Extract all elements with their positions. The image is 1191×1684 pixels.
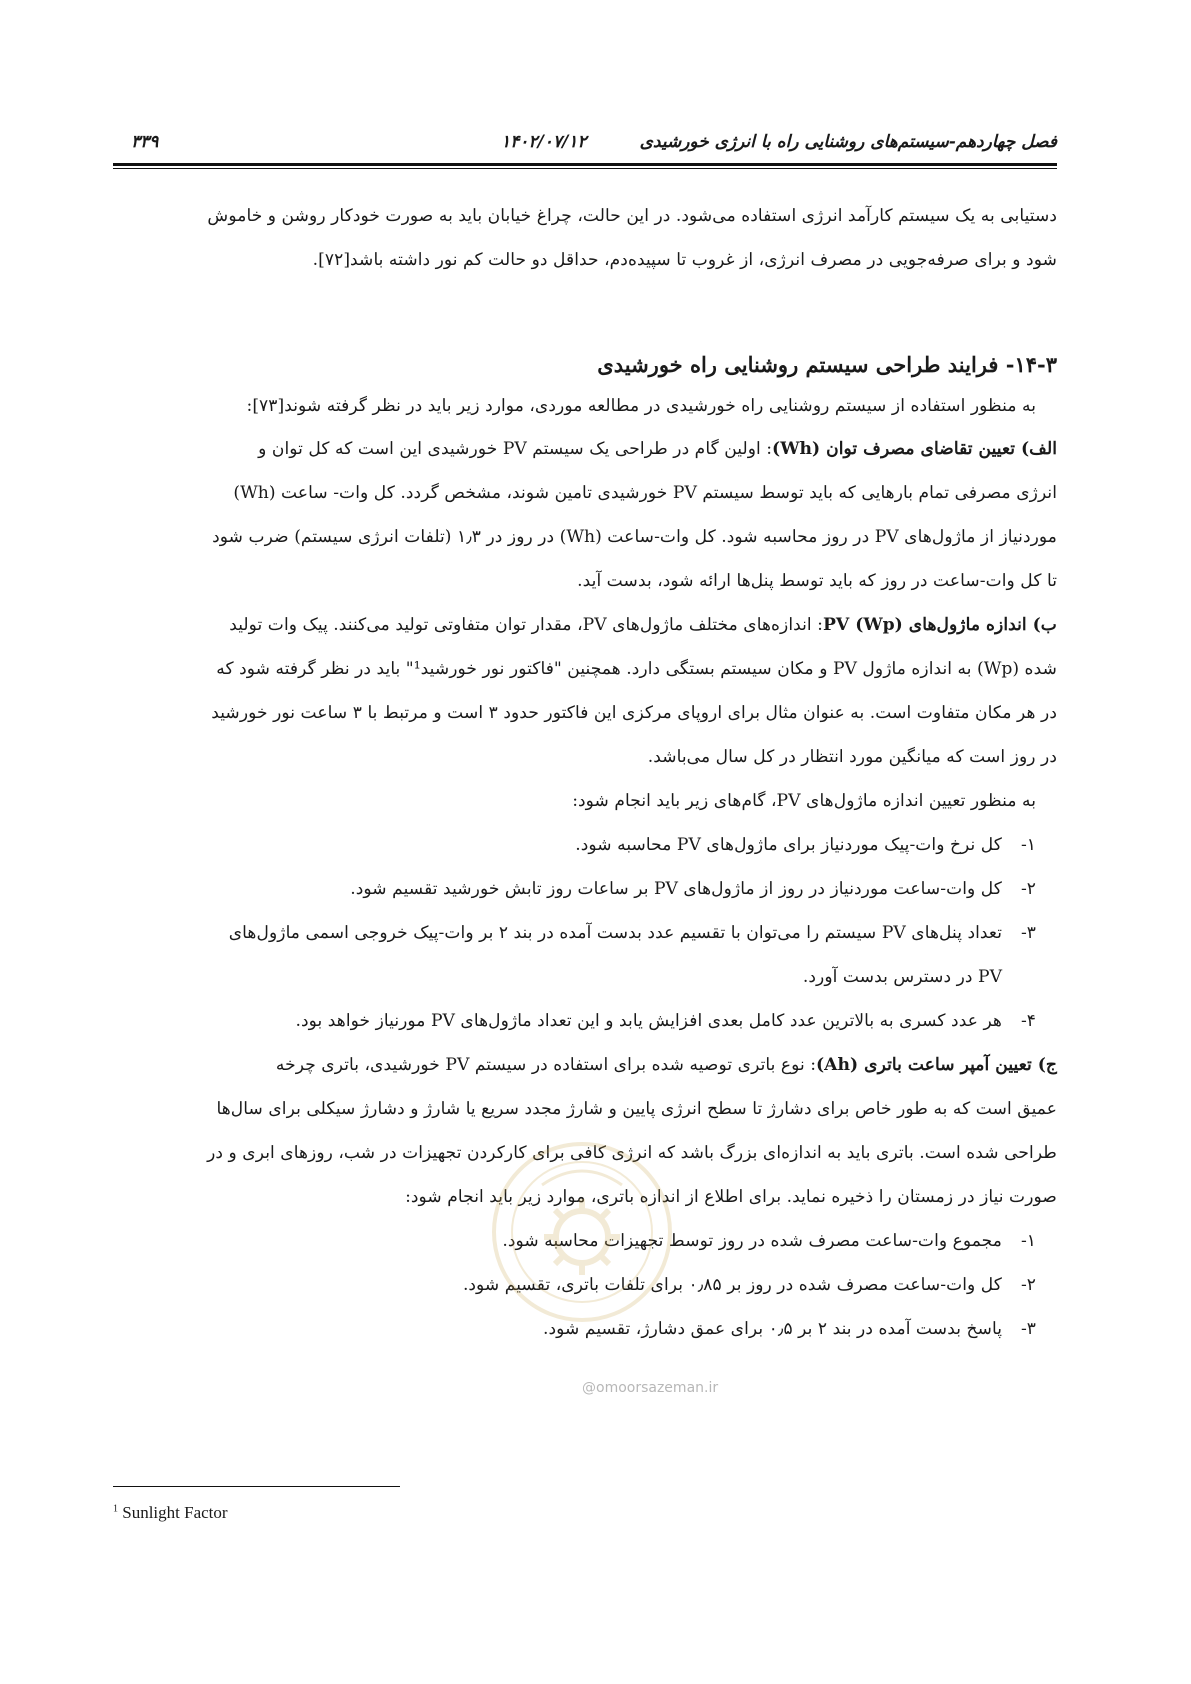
footnote-text: Sunlight Factor — [122, 1503, 228, 1522]
chapter-title: فصل چهاردهم-سیستم‌های روشنایی راه با انرژی خورشیدی — [639, 132, 1057, 152]
part-c-text: : نوع باتری توصیه شده برای استفاده در سیستم PV خورشیدی، باتری چرخه — [275, 1055, 817, 1075]
list-item — [350, 879, 1036, 899]
list-item — [229, 923, 1036, 943]
list-number: ۲- — [1020, 879, 1036, 899]
list-number: ۴- — [1020, 1011, 1036, 1031]
part-a-line-4: تا کل وات-ساعت در روز که باید توسط پنل‌ها ارائه شود، بدست آید. — [577, 571, 1057, 591]
part-b-line-3: در هر مکان متفاوت است. به عنوان مثال برای اروپای مرکزی این فاکتور حدود ۳ است و مرتبط با ۳ ساعت نور خورشید — [211, 703, 1057, 723]
part-b-line-4: در روز است که میانگین مورد انتظار در کل سال می‌باشد. — [647, 747, 1057, 767]
part-b-line-2: شده (Wp) به اندازه ماژول PV و مکان سیستم بستگی دارد. همچنین "فاکتور نور خورشید¹" باید در نظر گرفته شود که — [216, 659, 1057, 679]
footnote-rule — [113, 1486, 400, 1487]
footnote — [113, 1503, 228, 1523]
part-b-label: ب) اندازه ماژول‌های PV (Wp) — [822, 615, 1057, 635]
list-text: کل نرخ وات-پیک موردنیاز برای ماژول‌های PV محاسبه شود. — [575, 835, 1002, 855]
part-a-text: : اولین گام در طراحی یک سیستم PV خورشیدی این است که کل توان و — [258, 439, 773, 459]
part-a-line-1 — [258, 439, 1057, 459]
list-text: کل وات-ساعت موردنیاز در روز از ماژول‌های PV بر ساعات روز تابش خورشید تقسیم شود. — [350, 879, 1002, 899]
part-a-line-2: انرژی مصرفی تمام بارهایی که باید توسط سیستم PV خورشیدی تامین شوند، مشخص گردد. کل وات- ساعت (Wh) — [233, 483, 1057, 503]
list-number: ۳- — [1020, 1319, 1036, 1339]
section-intro: به منظور استفاده از سیستم روشنایی راه خورشیدی در مطالعه موردی، موارد زیر باید در نظر گرفته شوند[۷۳]: — [246, 396, 1036, 416]
part-b-steps-intro: به منظور تعیین اندازه ماژول‌های PV، گام‌های زیر باید انجام شود: — [572, 791, 1036, 811]
part-c-line-2: عمیق است که به طور خاص برای دشارژ تا سطح انرژی پایین و شارژ مجدد سریع یا شارژ و دشارژ سیکلی برای سال‌ها — [216, 1099, 1057, 1119]
part-a-label: الف) تعیین تقاضای مصرف توان (Wh) — [772, 439, 1057, 459]
part-b-line-1 — [229, 615, 1057, 635]
section-heading: ۱۴-۳- فرایند طراحی سیستم روشنایی راه خورشیدی — [597, 352, 1057, 377]
intro-line-2: شود و برای صرفه‌جویی در مصرف انرژی، از غروب تا سپیده‌دم، حداقل دو حالت کم نور داشته باشد[۷۲]. — [312, 250, 1057, 270]
watermark-seal-icon — [487, 1137, 677, 1327]
list-text: کل وات-ساعت مصرف شده در روز بر ۰٫۸۵ برای تلفات باتری، تقسیم شود. — [462, 1275, 1002, 1295]
list-item-continuation: PV در دسترس بدست آورد. — [802, 967, 1002, 987]
header-rule-thin — [113, 168, 1057, 169]
intro-line-1: دستیابی به یک سیستم کارآمد انرژی استفاده می‌شود. در این حالت، چراغ خیابان باید به صورت خودکار روشن و خاموش — [207, 206, 1057, 226]
footnote-marker: 1 — [113, 1503, 118, 1515]
list-number: ۱- — [1020, 835, 1036, 855]
list-number: ۳- — [1020, 923, 1036, 943]
list-text: مجموع وات-ساعت مصرف شده در روز توسط تجهیزات محاسبه شود. — [502, 1231, 1002, 1251]
part-c-line-1 — [276, 1055, 1057, 1075]
list-text: پاسخ بدست آمده در بند ۲ بر ۰٫۵ برای عمق دشارژ، تقسیم شود. — [543, 1319, 1002, 1339]
header-rule — [113, 163, 1057, 166]
part-a-line-3: موردنیاز از ماژول‌های PV در روز محاسبه شود. کل وات-ساعت (Wh) در روز در ۱٫۳ (تلفات انرژی سیستم) ضرب شود — [212, 527, 1057, 547]
running-header — [113, 128, 1057, 158]
list-item — [296, 1011, 1036, 1031]
list-text: تعداد پنل‌های PV سیستم را می‌توان با تقسیم عدد بدست آمده در بند ۲ بر وات-پیک خروجی اسمی ماژول‌های — [228, 923, 1002, 943]
part-c-line-4: صورت نیاز در زمستان را ذخیره نماید. برای اطلاع از اندازه باتری، موارد زیر باید انجام شود: — [405, 1187, 1057, 1207]
list-number: ۲- — [1020, 1275, 1036, 1295]
list-text: هر عدد کسری به بالاترین عدد کامل بعدی افزایش یابد و این تعداد ماژول‌های PV مورنیاز خواهد بود. — [295, 1011, 1002, 1031]
part-c-line-3: طراحی شده است. باتری باید به اندازه‌ای بزرگ باشد که انرژی کافی برای کارکردن تجهیزات در شب، روزهای ابری و در — [207, 1143, 1057, 1163]
part-b-text: : اندازه‌های مختلف ماژول‌های PV، مقدار توان متفاوتی تولید می‌کنند. پیک وات تولید — [229, 615, 823, 635]
header-date: ۱۴۰۲/۰۷/۱۲ — [501, 132, 587, 152]
page-number: ۳۳۹ — [131, 132, 159, 152]
list-number: ۱- — [1020, 1231, 1036, 1251]
list-item — [575, 835, 1036, 855]
watermark-url: @omoorsazeman.ir — [582, 1380, 719, 1396]
part-c-label: ج) تعیین آمپر ساعت باتری (Ah) — [816, 1055, 1057, 1075]
